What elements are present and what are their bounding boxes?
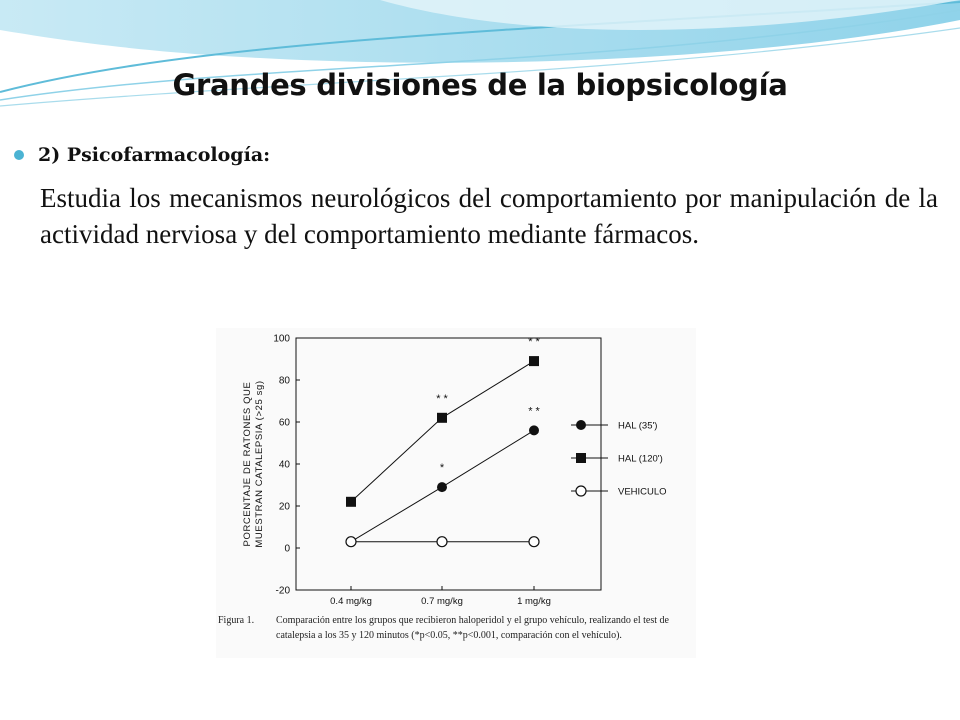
chart-text bbox=[242, 334, 551, 608]
data-point bbox=[437, 537, 447, 547]
y-tick-label: 40 bbox=[278, 459, 290, 471]
y-tick-label: 0 bbox=[284, 543, 290, 555]
legend-label: HAL (120') bbox=[618, 453, 663, 465]
data-point bbox=[529, 537, 539, 547]
x-tick-label: 0.7 mg/kg bbox=[421, 596, 463, 607]
data-point bbox=[529, 425, 539, 435]
legend-label: HAL (35') bbox=[618, 420, 658, 432]
bullet-heading: 2) Psicofarmacología: bbox=[38, 144, 271, 166]
caption-text: Comparación entre los grupos que recibieron haloperidol y el grupo vehículo, realizando el test de catalepsia a los 35 y 120 minutos (*p<0.05, **p<0.001, comparación con el vehículo). bbox=[276, 615, 669, 641]
chart-legend bbox=[571, 420, 667, 498]
legend-marker bbox=[576, 453, 586, 463]
chart-marks bbox=[346, 356, 539, 547]
data-point bbox=[437, 482, 447, 492]
slide-title: Grandes divisiones de la biopsicología bbox=[172, 68, 788, 102]
series-line bbox=[351, 361, 534, 502]
caption-label: Figura 1. bbox=[218, 615, 255, 626]
legend-marker bbox=[576, 420, 586, 430]
data-point bbox=[529, 356, 539, 366]
legend-label: VEHICULO bbox=[618, 486, 667, 498]
legend-marker bbox=[576, 486, 586, 496]
significance-label: * * bbox=[528, 405, 540, 418]
y-tick-label: 20 bbox=[278, 501, 290, 513]
chart-lines bbox=[351, 361, 534, 542]
y-tick-label: -20 bbox=[275, 585, 290, 597]
significance-label: * bbox=[439, 462, 445, 475]
x-tick-label: 1 mg/kg bbox=[517, 596, 551, 607]
data-point bbox=[346, 497, 356, 507]
body-paragraph: Estudia los mecanismos neurológicos del comportamiento por manipulación de la actividad nerviosa y del comportamiento mediante fármacos. bbox=[40, 183, 938, 249]
background-waves bbox=[0, 0, 960, 130]
bullet-row bbox=[14, 144, 270, 166]
plot-frame bbox=[296, 338, 601, 590]
line-chart bbox=[216, 328, 696, 658]
y-tick-label: 100 bbox=[273, 333, 290, 345]
significance-label: * * bbox=[436, 392, 448, 405]
figure bbox=[216, 328, 696, 658]
y-tick-label: 60 bbox=[278, 417, 290, 429]
chart-axes bbox=[296, 338, 601, 590]
y-tick-label: 80 bbox=[278, 375, 290, 387]
y-axis-label: MUESTRAN CATALEPSIA (>25 sg) bbox=[254, 380, 265, 548]
data-point bbox=[346, 537, 356, 547]
data-point bbox=[437, 413, 447, 423]
significance-label: * * bbox=[528, 336, 540, 349]
bullet-dot-icon bbox=[14, 150, 24, 160]
y-axis-label: PORCENTAJE DE RATONES QUE bbox=[242, 381, 253, 547]
x-tick-label: 0.4 mg/kg bbox=[330, 596, 372, 607]
